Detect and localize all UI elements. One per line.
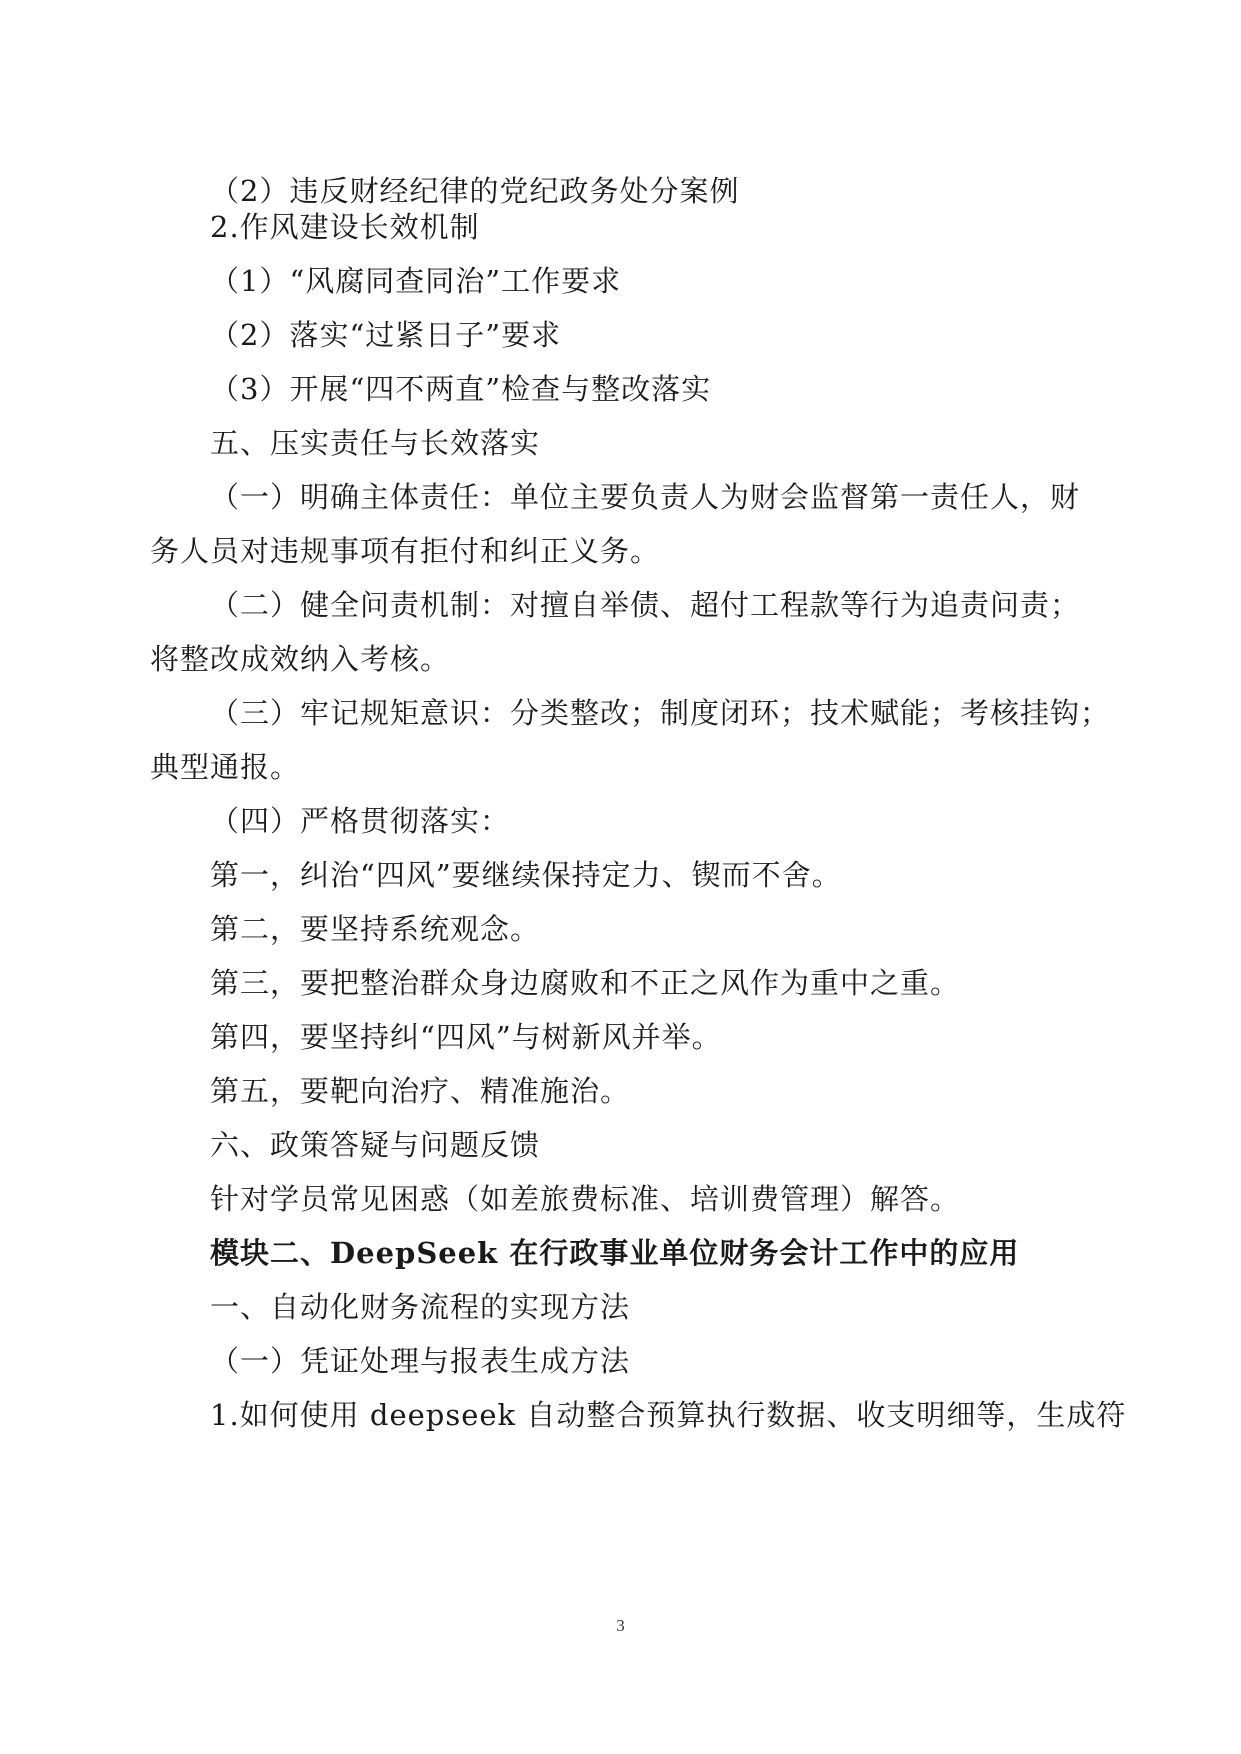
- text-line: （二）健全问责机制：对擅自举债、超付工程款等行为追责问责；: [210, 588, 1081, 622]
- text-line: （一）明确主体责任：单位主要负责人为财会监督第一责任人，财: [210, 480, 1081, 514]
- section-heading: 五、压实责任与长效落实: [210, 426, 541, 460]
- text-line: 2.作风建设长效机制: [210, 210, 480, 244]
- text-line: 1.如何使用 deepseek 自动整合预算执行数据、收支明细等，生成符: [210, 1398, 1127, 1432]
- text-line: （2）违反财经纪律的党纪政务处分案例: [210, 174, 740, 208]
- text-line: 第二，要坚持系统观念。: [210, 912, 541, 946]
- text-line: 务人员对违规事项有拒付和纠正义务。: [150, 534, 661, 568]
- text-line: 第四，要坚持纠“四风”与树新风并举。: [210, 1020, 722, 1054]
- text-line: 第三，要把整治群众身边腐败和不正之风作为重中之重。: [210, 966, 961, 1000]
- text-line: 第一，纠治“四风”要继续保持定力、锲而不舍。: [210, 858, 842, 892]
- section-heading: 一、自动化财务流程的实现方法: [210, 1290, 631, 1324]
- text-line: 针对学员常见困惑（如差旅费标准、培训费管理）解答。: [210, 1182, 961, 1216]
- text-line: （2）落实“过紧日子”要求: [210, 318, 562, 352]
- page-number: 3: [616, 1616, 625, 1635]
- text-line: （四）严格贯彻落实：: [210, 804, 511, 838]
- text-line: 将整改成效纳入考核。: [150, 642, 451, 676]
- text-line: 典型通报。: [150, 750, 301, 784]
- text-line: （三）牢记规矩意识：分类整改；制度闭环；技术赋能；考核挂钩；: [210, 696, 1111, 730]
- section-heading: 六、政策答疑与问题反馈: [210, 1128, 541, 1162]
- text-line: （3）开展“四不两直”检查与整改落实: [210, 372, 712, 406]
- text-line: （1）“风腐同查同治”工作要求: [210, 264, 622, 298]
- text-line: 第五，要靶向治疗、精准施治。: [210, 1074, 631, 1108]
- module-heading: 模块二、DeepSeek 在行政事业单位财务会计工作中的应用: [210, 1236, 1020, 1270]
- text-line: （一）凭证处理与报表生成方法: [210, 1344, 631, 1378]
